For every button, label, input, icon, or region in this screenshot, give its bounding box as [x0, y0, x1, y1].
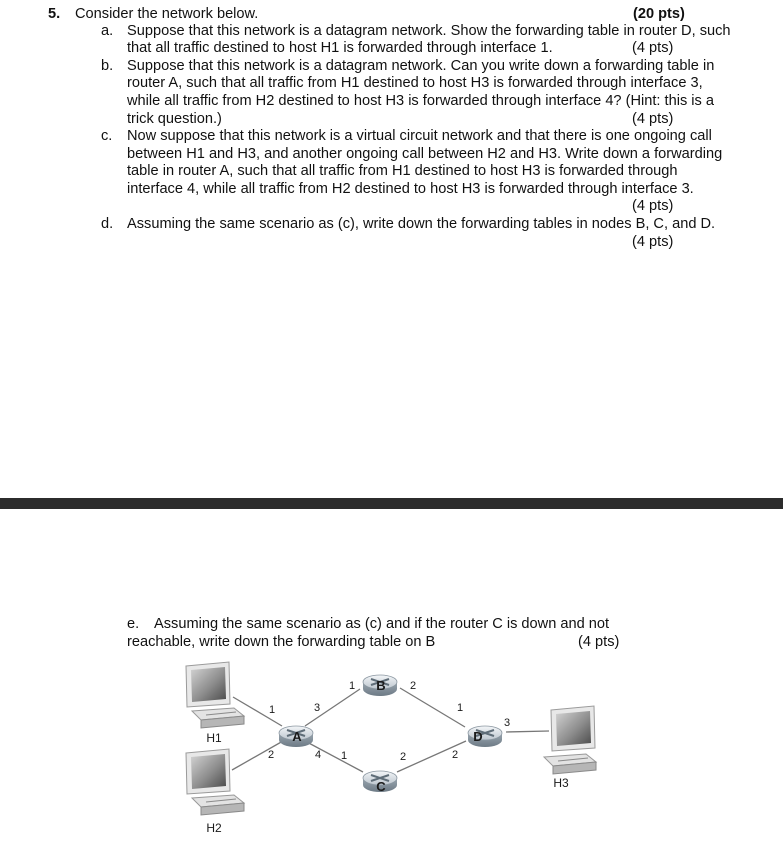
interface-b-2: 2 [409, 680, 417, 692]
part-c-line-2: between H1 and H3, and another ongoing call between H2 and H3. Write down a forwarding [127, 146, 723, 162]
part-b-line-1: Suppose that this network is a datagram network. Can you write down a forwarding table in [127, 58, 715, 74]
interface-c-2: 2 [399, 751, 407, 763]
interface-c-1: 1 [340, 750, 348, 762]
interface-a-1: 1 [268, 704, 276, 716]
interface-a-4: 4 [314, 749, 322, 761]
part-d-points: (4 pts) [632, 234, 674, 250]
host-h2-label: H2 [206, 821, 222, 835]
part-e-letter: e. [127, 616, 140, 632]
part-a-letter: a. [101, 23, 114, 39]
part-b-points: (4 pts) [632, 111, 674, 127]
host-h1-icon [186, 662, 244, 728]
router-b-label: B [376, 678, 386, 693]
part-d-letter: d. [101, 216, 114, 232]
interface-d-2: 2 [451, 749, 459, 761]
link-a-c [305, 741, 363, 772]
router-a-label: A [292, 729, 302, 744]
part-b-line-2: router A, such that all traffic from H1 destined to host H3 is forwarded through interface 3, [127, 75, 703, 91]
part-c-points: (4 pts) [632, 198, 674, 214]
link-d-h3 [506, 731, 549, 732]
network-links [232, 688, 549, 772]
part-b-line-4: trick question.) [127, 111, 222, 127]
host-h2-icon [186, 749, 244, 815]
interface-a-2: 2 [267, 749, 275, 761]
part-c-line-4: interface 4, while all traffic from H2 destined to host H3 is forwarded through interface 3. [127, 181, 694, 197]
host-h1-label: H1 [206, 731, 222, 745]
interface-d-1: 1 [456, 702, 464, 714]
link-b-d [400, 688, 465, 727]
interface-d-3: 3 [503, 717, 511, 729]
part-c-letter: c. [101, 128, 113, 144]
part-c-line-1: Now suppose that this network is a virtual circuit network and that there is one ongoing call [127, 128, 712, 144]
link-h2-a [232, 741, 283, 770]
part-b-line-3: while all traffic from H2 destined to host H3 is forwarded through interface 4? (Hint: this is a [127, 93, 714, 109]
part-e-line-2: reachable, write down the forwarding table on B [127, 634, 436, 650]
part-a-line-1: Suppose that this network is a datagram network. Show the forwarding table in router D, such [127, 23, 731, 39]
part-c-line-3: table in router A, such that all traffic from H1 destined to host H3 is forwarded through [127, 163, 678, 179]
part-b-letter: b. [101, 58, 114, 74]
part-d-line-1: Assuming the same scenario as (c), write down the forwarding tables in nodes B, C, and D. [127, 216, 716, 232]
question-number: 5. [48, 6, 61, 22]
question-intro: Consider the network below. [75, 6, 259, 22]
router-d-label: D [473, 729, 483, 744]
router-c-label: C [376, 779, 386, 794]
interface-a-3: 3 [313, 702, 321, 714]
host-h3-label: H3 [553, 776, 569, 790]
part-a-line-2: that all traffic destined to host H1 is forwarded through interface 1. [127, 40, 553, 56]
part-e-points: (4 pts) [578, 634, 620, 650]
host-h3-icon [544, 706, 596, 774]
part-e-line-1: Assuming the same scenario as (c) and if the router C is down and not [154, 616, 610, 632]
part-a-points: (4 pts) [632, 40, 674, 56]
interface-b-1: 1 [348, 680, 356, 692]
question-total-points: (20 pts) [633, 6, 685, 22]
